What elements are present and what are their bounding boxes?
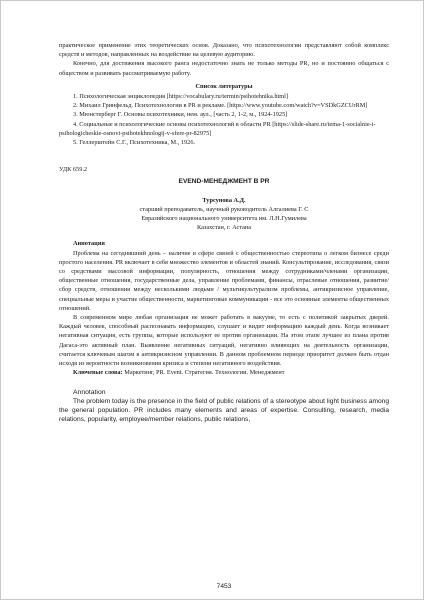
abstract-paragraph: В современном мире любая организация не может работать в вакууме, то есть с политикой закрытых дверей. Каждый человек, способный распознавать информацию, слушает и видит информацию каждый день. Когда возникает негативная ситуация, есть группы, которые используют ее против организации. На этом этапе лучшее из плана против Дагаса-это активный план. Выявление негативных ситуаций, негативно влияющих на деятельность организации, считается ключевым шагом в антикризисном управлении. В данном проблемном периоде приоритет должен быть отдан исходя из вероятности возникновения кризиса и степени негативного воздействия. [59, 314, 389, 368]
affiliation-line: Казахстан, г. Астана [196, 224, 252, 232]
conclusion-paragraph: Конечно, для достижения высокого ранга недостаточно знать не только методы PR, но и постоянно общаться с обществом и развивать рассматриваемую работу. [59, 60, 389, 77]
reference-item: 1. Психологическая энциклопедия [https://vocabulary.ru/termin/psihotehnika.html] [73, 93, 288, 101]
affiliation-line: старший преподаватель, научный руководитель Алгалиева Г. С [139, 205, 309, 213]
reference-item: 3. Мюнстерберг Г. Основы психотехники, нем. аул., [часть 2, 1-2, м., 1924-1925] [73, 111, 288, 119]
annotation-heading: Annotation [73, 388, 106, 396]
continuation-paragraph: практическое применение этих теоретических основ. Доказано, что психотехнологии представляют собой комплекс средств и методов, направленных на воздействие на целевую аудиторию. [59, 42, 389, 59]
udk-code: УДК 659.2 [59, 166, 88, 174]
references-list [59, 92, 389, 147]
article-title: EVEND-МЕНЕДЖМЕНТ В PR [178, 178, 270, 186]
author-name: Турсунова А.Д. [202, 196, 246, 204]
reference-item: 4. Социальные и психологические основы психотехнологий в области PR [https://slide-share.ru/tema-1-socialnie-i-psihologicheskie-osnovi-psihotekhnologij-v-sfere-pr-82975] [59, 120, 376, 137]
abstract-paragraph: Проблема на сегодняшний день – наличие в сфере связей с общественностью стереотипа о легком бизнесе среди простого населения. PR включает в себя множество элементов и областей знаний. Консультирование, исследования, связи со средствами массовой информации, популярность, отношения между сотрудниками/членами организации, общественные отношения, государственные дела, управление проблемами, финансы, отраслевые отношения, развитие/сбор средств, отношения между несколькими людьми / мультикультурализм проблемы, антикризисное управление, специальные меры и участие общественности, маркетинговые коммуникации - все это основные элементы общественных отношений. [59, 249, 389, 312]
affiliation-line: Евразийского национального университета им. Л.Н.Гумилева [141, 215, 307, 223]
reference-item: 2. Михаил Гринфельд. Психотехнологии в PR и рекламе. [https://www.youtube.com/watch?v=VSDkGZCUrRM] [73, 102, 368, 110]
keywords-line [59, 368, 389, 377]
reference-item: 5. Геллерштейн С.Г., Психотехника, М., 1926. [73, 139, 196, 147]
keywords-text: Маркетинг, PR. Event. Стратегия. Технологии. Менеджмент [122, 369, 285, 377]
abstract-heading: Аннотация [73, 240, 105, 248]
annotation-paragraph: The problem today is the presence in the field of public relations of a stereotype about light business among the general population. PR includes many elements and areas of expertise. Consulting, research, media relations, popularity, employee/member relations, public relations, [59, 397, 389, 424]
page-number: 7453 [216, 583, 232, 590]
keywords-label: Ключевые слова: [73, 369, 123, 377]
author-affiliation [59, 205, 389, 233]
references-title: Список литературы [195, 82, 253, 90]
document-page [59, 41, 389, 589]
